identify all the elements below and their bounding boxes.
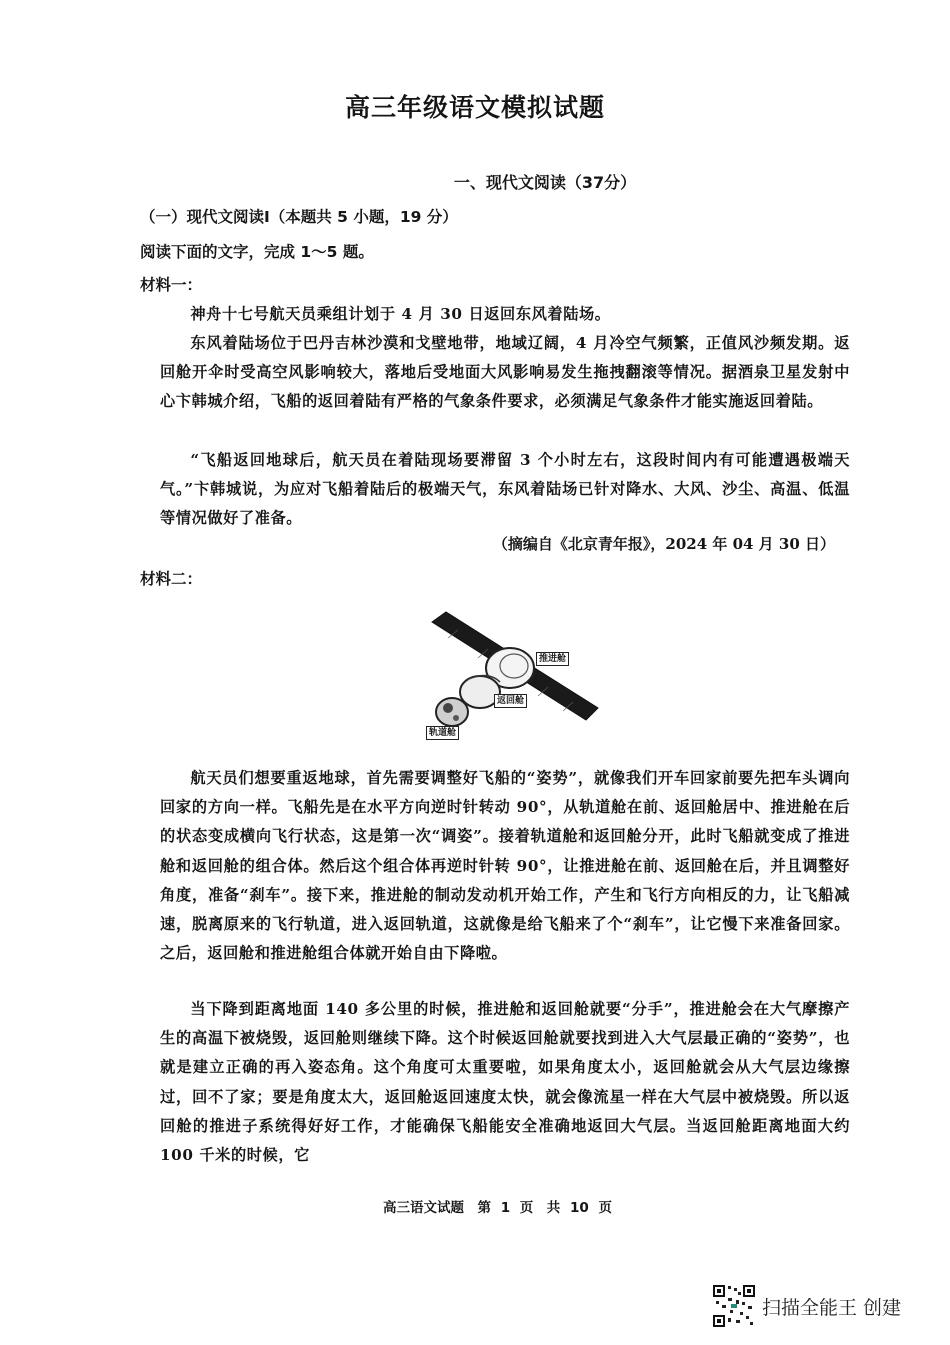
material-one-paragraph: “飞船返回地球后，航天员在着陆现场要滞留 3 个小时左右，这段时间内有可能遭遇极端天气。”卞韩城说，为应对飞船着陆后的极端天气，东风着陆场已针对降水、大风、沙尘、高温、低温等情况做好了准备。 xyxy=(160,451,850,528)
material-two-paragraph: 航天员们想要重返地球，首先需要调整好飞船的“姿势”，就像我们开车回家前要先把车头调向回家的方向一样。飞船先是在水平方向逆时针转动 90°，从轨道舱在前、返回舱居中、推进舱在后的状态变成横向飞行状态，这是第一次“调姿”。接着轨道舱和返回舱分开，此时飞船就变成了推进舱和返回舱的组合体。然后这个组合体再逆时针转 90°，让推进舱在前、返回舱在后，并且调整好角度，准备“刹车”。接下来，推进舱的制动发动机开始工作，产生和飞行方向相反的力，让飞船减速，脱离原来的飞行轨道，进入返回轨道，这就像是给飞船来了个“刹车”，让它慢下来准备回家。之后，返回舱和推进舱组合体就开始自由下降啦。 xyxy=(160,769,850,963)
material-one-label: 材料一： xyxy=(140,276,203,294)
watermark-text: 扫描全能王 创建 xyxy=(762,1296,902,1319)
qr-code-icon xyxy=(712,1284,756,1328)
subsection-heading: （一）现代文阅读Ⅰ（本题共 5 小题，19 分） xyxy=(140,208,458,226)
propulsion-module-label: 推进舱 xyxy=(536,652,569,666)
material-two-label: 材料二： xyxy=(140,570,203,588)
instruction-text: 阅读下面的文字，完成 1～5 题。 xyxy=(140,243,374,261)
material-one-paragraph: 神舟十七号航天员乘组计划于 4 月 30 日返回东风着陆场。 xyxy=(190,305,611,323)
material-two-paragraph: 当下降到距离地面 140 多公里的时候，推进舱和返回舱就要“分手”，推进舱会在大气摩擦产生的高温下被烧毁，返回舱则继续下降。这个时候返回舱就要找到进入大气层最正确的“姿势”，也就是建立正确的再入姿态角。这个角度可太重要啦，如果角度太小，返回舱就会从大气层边缘擦过，回不了家；要是角度太大，返回舱返回速度太快，就会像流星一样在大气层中被烧毁。所以返回舱的推进子系统得好好工作，才能确保飞船能安全准确地返回大气层。当返回舱距离地面大约 100 千米的时候，它 xyxy=(160,1000,850,1165)
scanner-watermark xyxy=(712,1284,901,1328)
source-citation: （摘编自《北京青年报》，2024 年 04 月 30 日） xyxy=(492,535,835,553)
orbital-module-label: 轨道舱 xyxy=(426,726,459,740)
page-title: 高三年级语文模拟试题 xyxy=(344,93,605,122)
spacecraft-figure xyxy=(418,608,608,748)
page-footer: 高三语文试题 第 1 页 共 10 页 xyxy=(383,1200,612,1216)
section-heading: 一、现代文阅读（37分） xyxy=(453,173,637,192)
material-one-paragraph: 东风着陆场位于巴丹吉林沙漠和戈壁地带，地域辽阔，4 月冷空气频繁，正值风沙频发期。返回舱开伞时受高空风影响较大，落地后受地面大风影响易发生拖拽翻滚等情况。据酒泉卫星发射中心卞韩城介绍，飞船的返回着陆有严格的气象条件要求，必须满足气象条件才能实施返回着陆。 xyxy=(160,334,850,411)
return-module-label: 返回舱 xyxy=(494,694,527,708)
